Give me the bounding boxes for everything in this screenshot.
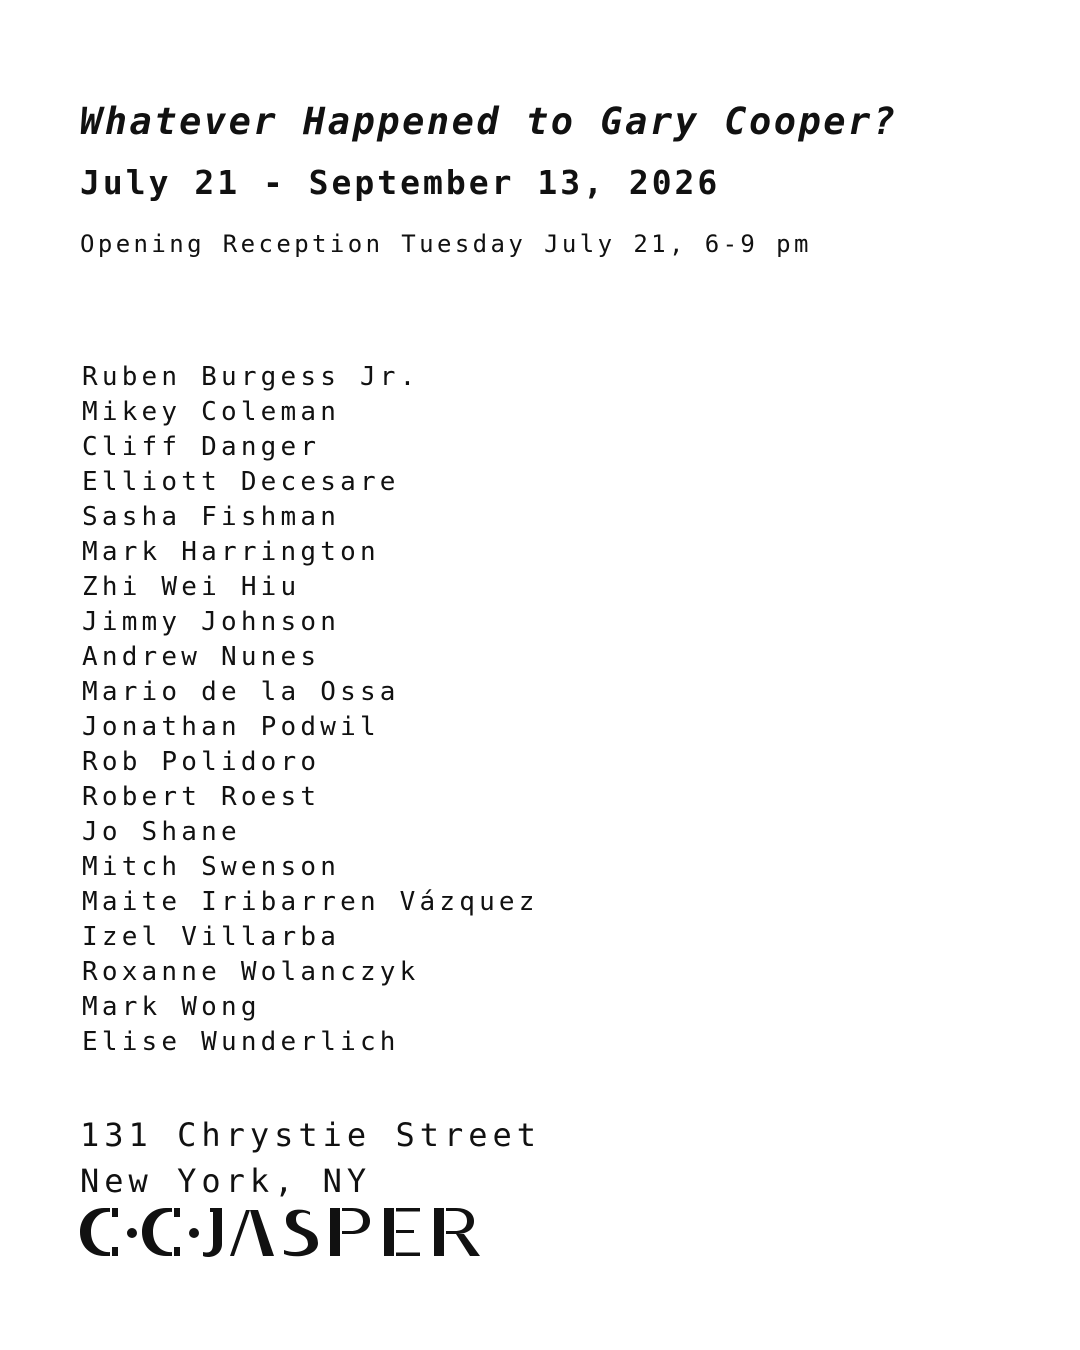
artist-name: Roxanne Wolanczyk — [82, 957, 420, 987]
artist-name: Zhi Wei Hiu — [82, 572, 301, 602]
artist-name: Elliott Decesare — [82, 467, 400, 497]
artist-name: Robert Roest — [82, 782, 321, 812]
artist-name: Mikey Coleman — [82, 397, 341, 427]
opening-reception: Opening Reception Tuesday July 21, 6-9 pm — [80, 230, 812, 258]
exhibition-dates: July 21 - September 13, 2026 — [80, 163, 721, 202]
gallery-address — [80, 1112, 541, 1204]
exhibition-title: Whatever Happened to Gary Cooper? — [80, 100, 898, 143]
artist-name: Izel Villarba — [82, 922, 341, 952]
artist-name: Mitch Swenson — [82, 852, 341, 882]
artist-name: Jimmy Johnson — [82, 607, 341, 637]
gallery-logo — [80, 1206, 514, 1258]
artist-name: Mario de la Ossa — [82, 677, 400, 707]
artist-name: Jo Shane — [82, 817, 241, 847]
artist-name: Andrew Nunes — [82, 642, 321, 672]
artist-name: Cliff Danger — [82, 432, 321, 462]
artist-name: Maite Iribarren Vázquez — [82, 887, 539, 917]
address-city: New York, NY — [80, 1162, 372, 1200]
artist-name: Rob Polidoro — [82, 747, 321, 777]
artist-name: Jonathan Podwil — [82, 712, 380, 742]
artist-name: Ruben Burgess Jr. — [82, 362, 420, 392]
artist-name: Sasha Fishman — [82, 502, 341, 532]
artist-name: Elise Wunderlich — [82, 1027, 400, 1057]
artist-name: Mark Harrington — [82, 537, 380, 567]
artist-list — [82, 360, 539, 1060]
address-street: 131 Chrystie Street — [80, 1116, 542, 1154]
artist-name: Mark Wong — [82, 992, 261, 1022]
